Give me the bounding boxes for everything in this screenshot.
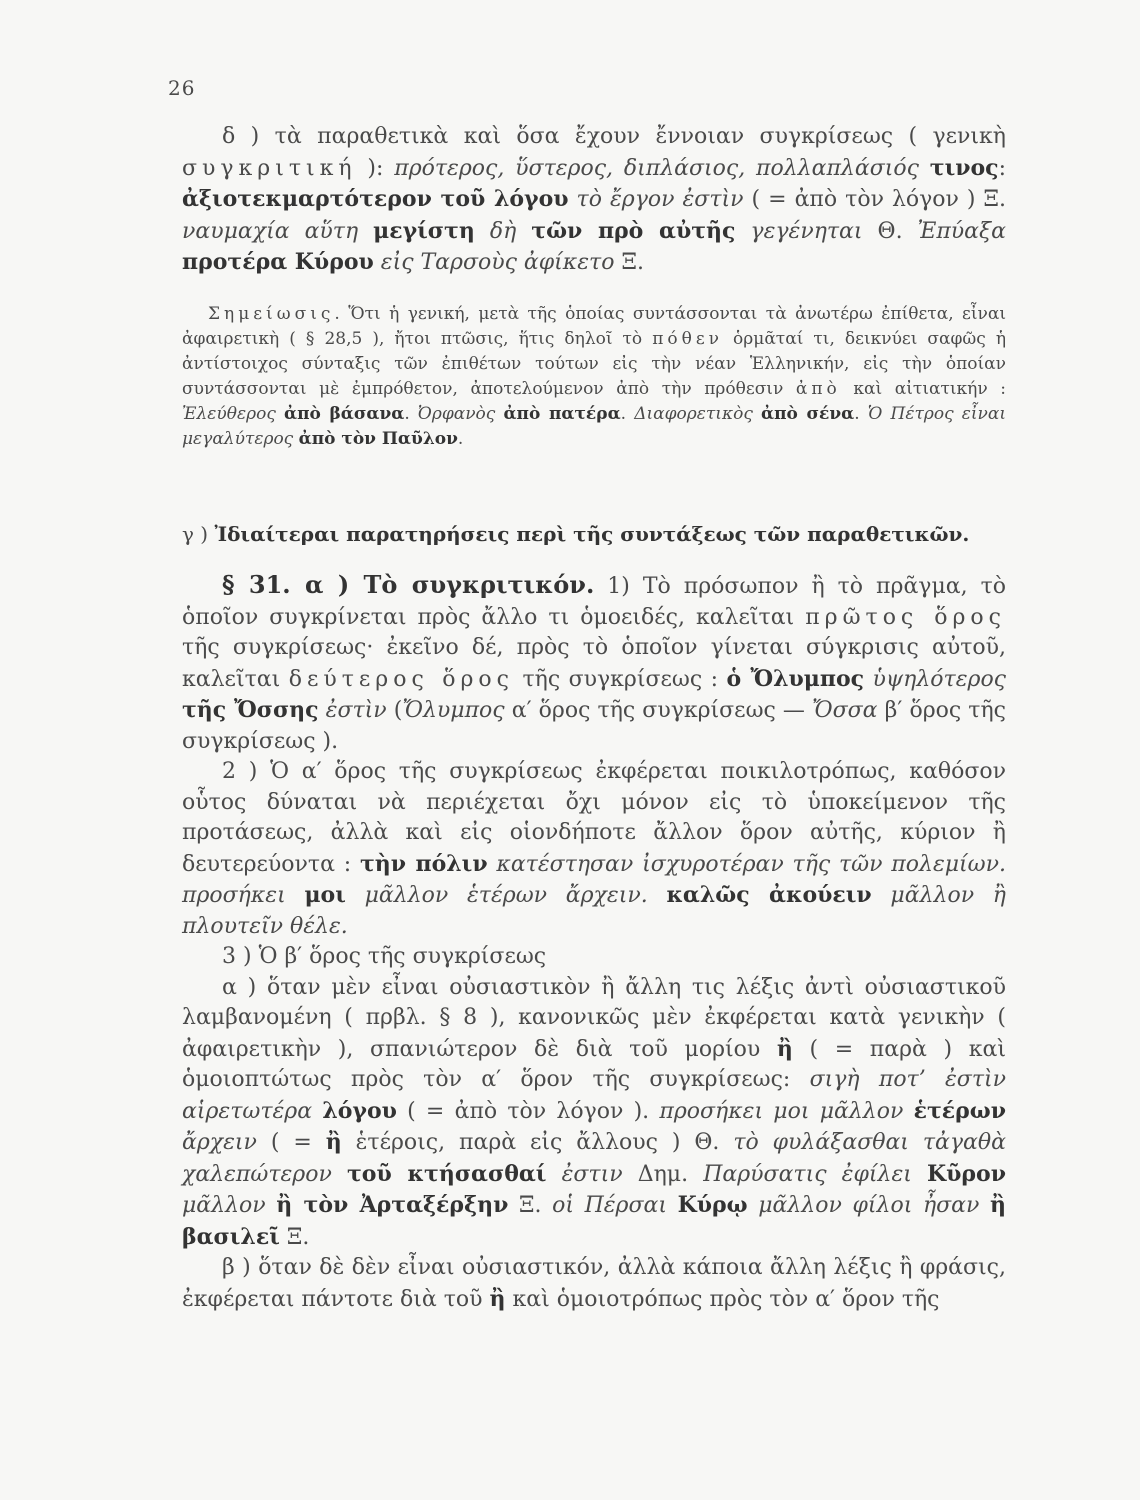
point-3-heading: 3 ) Ὁ β′ ὅρος τῆς συγκρίσεως	[222, 944, 547, 969]
note-paragraph	[182, 302, 1006, 452]
text-run: Ξ.	[279, 1224, 310, 1250]
text-run: τῶν πρὸ αὐτῆς	[531, 217, 736, 244]
main-text-top	[182, 122, 1006, 279]
text-run: Ἐλεύθερος	[182, 404, 284, 424]
text-run: . Ὅτι ἡ γενική, μετὰ τῆς ὁποίας συντάσσονται τὰ ἀνωτέρω ἐπίθετα, εἶναι ἀφαιρετικὴ ( § 28,5 ), ἤτοι πτῶσις, ἥτις δηλοῖ τὸ	[182, 304, 1006, 349]
text-run: τῆς Ὄσσης	[182, 697, 319, 723]
text-run: ἐστιν	[546, 1161, 623, 1187]
text-run: πρότερος, ὕστερος, διπλάσιος, πολλαπλάσιός	[394, 155, 930, 181]
text-run: τινος	[929, 154, 999, 181]
text-run: δὴ	[474, 218, 532, 244]
text-run: ὑψηλότερος	[864, 666, 1007, 692]
text-run: β′ ὅρος τῆς συγκρίσεως ).	[182, 698, 1006, 754]
text-run: Κῦρον	[927, 1160, 1006, 1187]
main-text-bottom	[182, 570, 1006, 1315]
text-run: καὶ αἰτιατικήν :	[840, 379, 1006, 399]
text-run: 2 ) Ὁ α′ ὅρος τῆς συγκρίσεως ἐκφέρεται ποικιλοτρόπως, καθόσον οὗτος δύναται νὰ περιέχεται ὄχι μόνον εἰς τὸ ὑποκείμενον τῆς προτάσεως, ἀλλὰ καὶ εἰς οἱονδήποτε ἄλλον ὅρον αὐτῆς, κύριον ἢ δευτερεύοντα :	[182, 759, 1006, 877]
text-run: (	[386, 698, 403, 723]
text-run: ναυμαχία αὕτη	[182, 218, 374, 244]
text-run: Παρύσατις ἐφίλει	[703, 1161, 928, 1187]
point-2-paragraph	[182, 757, 1006, 942]
text-run: § 31. α ) Τὸ συγκριτικόν.	[222, 570, 595, 599]
text-run: Κύρῳ	[677, 1192, 748, 1218]
text-run: τὸ φυλάξασθαι τἀγαθὰ χαλεπώτερον	[182, 1130, 1006, 1187]
subheading-block	[182, 520, 1006, 548]
text-run: κατέστησαν ἰσχυροτέραν τῆς τῶν πολεμίων. προσήκει	[182, 851, 1006, 908]
text-run: ἢ	[489, 1285, 506, 1312]
text-run: οἱ Πέρσαι	[552, 1193, 678, 1218]
text-run: σιγὴ ποτ’ ἐστὶν αἱρετωτέρα	[182, 1067, 1006, 1124]
text-run: 1) Τὸ πρόσωπον ἢ τὸ πρᾶγμα, τὸ ὁποῖον συγκρίνεται πρὸς ἄλλο τι ὁμοειδές, καλεῖται	[182, 574, 1007, 630]
section-31-paragraph	[182, 570, 1006, 757]
text-run: ἄρχειν	[182, 1130, 257, 1155]
text-run: γεγένηται	[735, 218, 863, 244]
text-run: Ὁ Πέτρος εἶναι μεγαλύτερος	[182, 404, 1007, 449]
text-run: ):	[356, 155, 395, 181]
text-run: ( =	[256, 1130, 326, 1155]
text-run: μᾶλλον ἑτέρων ἄρχειν.	[345, 883, 667, 908]
text-run: Διαφορετικὸς	[634, 404, 761, 424]
text-run: ἀπὸ πατέρα	[503, 404, 621, 424]
text-run: ἀπὸ τὸν Παῦλον	[298, 429, 458, 449]
text-run: καλῶς ἀκούειν	[666, 882, 872, 908]
text-run: ὁρμᾶταί τι, δεικνύει σαφῶς ἡ ἀντίστοιχος σύνταξις τῶν ἐπιθέτων τούτων εἰς τὴν νέαν Ἑλληνικήν, εἰς τὴν ὁποίαν συντάσσονται μὲ ἐμπρόθετον, ἀποτελούμενον ἀπὸ τὴν πρόθεσιν	[182, 329, 1006, 399]
paragraph-delta	[182, 122, 1006, 279]
page-number: 26	[168, 76, 196, 100]
text-run: .	[854, 404, 868, 424]
text-run: πόθεν	[652, 329, 724, 349]
text-run: Δημ.	[622, 1161, 704, 1187]
text-run: ( = ἀπὸ τὸν λόγον ) Ξ.	[743, 187, 1007, 212]
text-run: .	[457, 429, 464, 449]
text-run: Θ.	[862, 218, 918, 244]
text-run: προτέρα Κύρου	[182, 249, 374, 275]
text-run: ὁ Ὄλυμπος	[726, 665, 865, 692]
text-run: Ἰδιαίτεραι παρατηρήσεις περὶ τῆς συντάξεως τῶν παραθετικῶν.	[214, 522, 970, 546]
text-run: :	[998, 155, 1006, 181]
text-run: α′ ὅρος τῆς συγκρίσεως —	[504, 698, 813, 723]
text-run: τὸ ἔργον ἐστὶν	[576, 187, 744, 212]
text-run: Ὄσσα	[812, 698, 878, 723]
text-run: δ ) τὰ παραθετικὰ καὶ ὅσα ἔχουν ἔννοιαν συγκρίσεως ( γενικὴ	[222, 124, 1006, 149]
text-run: συγκριτική	[182, 155, 357, 181]
text-run: καὶ ὁμοιοτρόπως πρὸς τὸν α′ ὅρον τῆς	[505, 1286, 940, 1312]
subheading	[182, 520, 1006, 548]
text-run: προσήκει μοι μᾶλλον	[659, 1098, 914, 1124]
text-run: .	[404, 404, 418, 424]
text-run: Ξ.	[614, 250, 644, 275]
text-run	[569, 187, 577, 212]
text-run: ἀπὸ βάσανα	[283, 404, 405, 424]
text-run: ἀπὸ σένα	[760, 404, 855, 424]
text-run: ἢ βασιλεῖ	[182, 1192, 1007, 1250]
text-run: πρῶτος ὅρος	[805, 604, 1006, 630]
text-run: β ) ὅταν δὲ δὲν εἶναι οὐσιαστικόν, ἀλλὰ κάποια ἄλλη λέξις ἢ φράσις, ἐκφέρεται πάντοτε διὰ τοῦ	[182, 1255, 1006, 1312]
text-run: ( = παρὰ ) καὶ ὁμοιοπτώτως πρὸς τὸν α′ ὅρον τῆς συγκρίσεως:	[182, 1036, 1007, 1092]
text-run: λόγου	[322, 1097, 397, 1124]
text-run: ἀξιοτεκμαρτότερον τοῦ λόγου	[182, 186, 569, 212]
text-run: ἐστὶν	[318, 698, 387, 723]
text-run: ἢ τὸν Ἀρταξέρξην	[276, 1192, 509, 1218]
text-run: μᾶλλον	[182, 1193, 277, 1218]
text-run: ἑτέροις, παρὰ εἰς ἄλλους ) Θ.	[341, 1130, 734, 1155]
text-run: Ὄλυμπος	[402, 698, 505, 723]
text-run: δεύτερος ὅρος	[288, 666, 515, 692]
text-run: ἢ	[325, 1129, 342, 1155]
text-run: τῆς συγκρίσεως· ἐκεῖνο δέ, πρὸς τὸ ὁποῖον γίνεται σύγκρισις αὐτοῦ, καλεῖται	[182, 635, 1006, 692]
text-run: μᾶλλον φίλοι ἦσαν	[747, 1193, 991, 1218]
text-run: ἑτέρων	[913, 1097, 1006, 1124]
text-run: α ) ὅταν μὲν εἶναι οὐσιαστικὸν ἢ ἄλλη τις λέξις ἀντὶ οὐσιαστικοῦ λαμβανομένη ( πρβλ. § 8 ), κανονικῶς μὲν ἐκφέρεται κατὰ γενικὴν ( ἀφαιρετικὴν ), σπανιώτερον δὲ διὰ τοῦ μορίου	[182, 974, 1006, 1062]
point-3a-paragraph	[182, 973, 1006, 1254]
text-run: Ξ.	[508, 1193, 553, 1218]
note-block	[182, 302, 1006, 452]
text-run: μοι	[304, 882, 346, 908]
text-run: ( = ἀπὸ τὸν λόγον ).	[396, 1098, 660, 1124]
text-run: τὴν πόλιν	[359, 850, 488, 877]
text-run: Σημείωσις	[208, 304, 335, 324]
text-run: .	[620, 404, 635, 424]
text-run: εἰς Ταρσοὺς ἀφίκετο	[373, 250, 615, 275]
point-3b-paragraph	[182, 1253, 1006, 1315]
text-run: τῆς συγκρίσεως :	[514, 666, 727, 692]
text-run: Ἐπύαξα	[917, 218, 1007, 244]
text-run: ἀπὸ	[795, 379, 841, 399]
text-run: ἢ	[776, 1035, 793, 1062]
text-run: μεγίστη	[373, 217, 475, 244]
text-run: Ὀρφανὸς	[417, 404, 504, 424]
text-run: μᾶλλον ἢ πλουτεῖν θέλε.	[182, 883, 1006, 939]
text-run: τοῦ κτήσασθαί	[347, 1160, 547, 1187]
text-run: γ )	[182, 522, 215, 546]
